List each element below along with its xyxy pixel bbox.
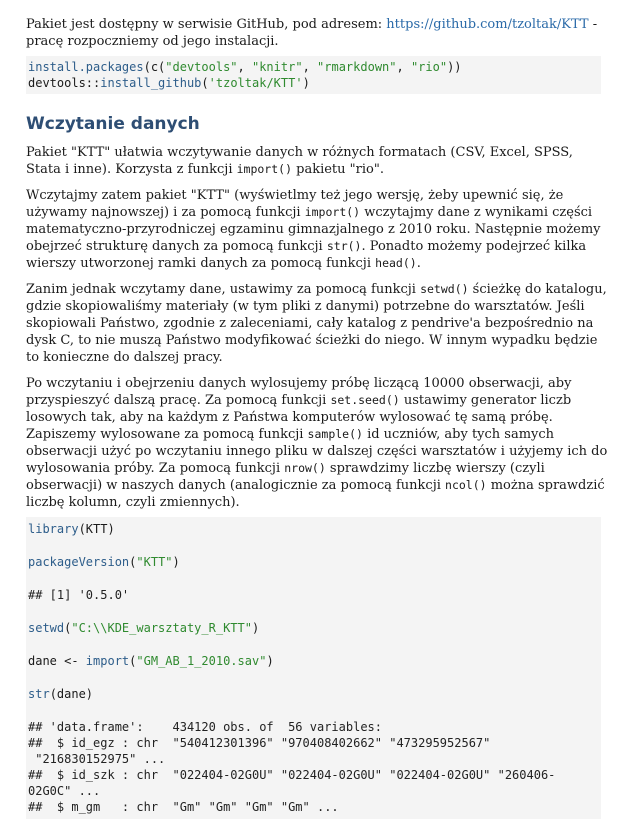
intro-text-end: - pracę rozpoczniemy od jego instalacji. bbox=[26, 17, 598, 49]
para-text: Wczytajmy zatem pakiet "KTT" (wyświetlmy też jego wersję, żeby upewnić się, że używamy najnowszej) i za pomocą funkcji bbox=[26, 188, 564, 220]
para-text: . bbox=[416, 256, 421, 271]
code-string: "C:\\KDE_warsztaty_R_KTT" bbox=[71, 621, 252, 635]
code-text: ) bbox=[172, 555, 180, 569]
para-text: sprawdzimy liczbę wierszy (czyli obserwacji) w naszych danych (analogicznie za pomocą funkcji bbox=[26, 461, 545, 493]
para-text: pakietu "rio". bbox=[292, 162, 384, 177]
inline-code: nrow() bbox=[284, 461, 326, 475]
inline-code: sample() bbox=[307, 427, 363, 441]
code-text: ( bbox=[201, 76, 209, 90]
install-code-block bbox=[26, 56, 601, 94]
output-line-4: ## $ id_szk : chr "022404-02G0U" "022404-02G0U" "022404-02G0U" "260406- bbox=[28, 768, 556, 782]
inline-code: str() bbox=[326, 239, 362, 253]
install-line-2 bbox=[28, 75, 601, 91]
github-link[interactable]: https://github.com/tzoltak/KTT bbox=[386, 17, 589, 32]
inline-code: set.seed() bbox=[330, 393, 400, 407]
code-string: "knitr" bbox=[251, 60, 303, 74]
intro-text: Pakiet jest dostępny w serwisie GitHub, pod adresem: bbox=[26, 17, 387, 32]
code-function: import bbox=[85, 654, 130, 668]
code-function: packageVersion bbox=[28, 555, 130, 569]
output-line-5: 02G0C" ... bbox=[28, 784, 101, 798]
output-line-1: ## 'data.frame': 434120 obs. of 56 variables: bbox=[28, 720, 383, 734]
code-text: devtools:: bbox=[28, 76, 101, 90]
code-function: install_github bbox=[100, 76, 202, 90]
para-text: Zanim jednak wczytamy dane, ustawimy za pomocą funkcji bbox=[26, 282, 421, 297]
code-text: ) bbox=[251, 621, 260, 635]
inline-code: head() bbox=[375, 256, 417, 270]
code-text: ) bbox=[302, 76, 310, 90]
code-function: library bbox=[28, 522, 79, 536]
code-text: )) bbox=[447, 60, 462, 74]
inline-code: import() bbox=[304, 205, 361, 219]
code-function: install.packages bbox=[28, 60, 144, 74]
code-output-block bbox=[26, 517, 601, 819]
paragraph-rio bbox=[26, 144, 611, 178]
code-function: str bbox=[28, 687, 50, 701]
code-text: (dane) bbox=[49, 687, 94, 701]
code-text: ( bbox=[129, 654, 137, 668]
para-text: wczytajmy dane z wynikami części matematyczno-przyrodniczej egzaminu gimnazjalnego z 2010 roku. Następnie możemy obejrzeć strukturę danych za pomocą funkcji bbox=[26, 205, 601, 254]
code-string: "GM_AB_1_2010.sav" bbox=[136, 654, 267, 668]
code-string: "rio" bbox=[410, 60, 448, 74]
install-line-1: install.packages(c("devtools", "knitr", "rmarkdown", "rio")) bbox=[28, 60, 462, 74]
para-text: ustawimy generator liczb losowych tak, aby na każdym z Państwa komputerów wylosować tę samą próbę. Zapiszemy wylosowane za pomocą funkcji bbox=[26, 393, 572, 442]
code-text: ( bbox=[129, 555, 137, 569]
paragraph-sample bbox=[26, 375, 611, 511]
para-text: . Ponadto możemy podejrzeć kilka wierszy utworzonej ramki danych za pomocą funkcji bbox=[26, 239, 587, 271]
paragraph-load bbox=[26, 187, 611, 272]
intro-paragraph bbox=[26, 16, 611, 50]
code-string: "KTT" bbox=[136, 555, 173, 569]
para-text: można sprawdzić liczbę kolumn, czyli zmiennych). bbox=[26, 478, 605, 510]
para-text: id uczniów, aby tych samych obserwacji użyć po wczytaniu innego pliku w dalszej części warsztatów i użyjemy ich do wylosowania próby. Za pomocą funkcji bbox=[26, 427, 608, 476]
code-string: 'tzoltak/KTT' bbox=[208, 76, 303, 90]
code-string: "devtools" bbox=[165, 60, 238, 74]
para-text: Pakiet "KTT" ułatwia wczytywanie danych w różnych formatach (CSV, Excel, SPSS, Stata i inne). Korzysta z funkcji bbox=[26, 145, 573, 177]
inline-code: ncol() bbox=[445, 478, 487, 492]
output-version: ## [1] '0.5.0' bbox=[28, 588, 130, 602]
output-line-2: ## $ id_egz : chr "540412301396" "970408402662" "473295952567" bbox=[28, 736, 491, 750]
code-setwd bbox=[28, 620, 601, 636]
code-str bbox=[28, 686, 601, 702]
code-import bbox=[28, 653, 601, 669]
code-string: "rmarkdown" bbox=[317, 60, 397, 74]
para-text: Po wczytaniu i obejrzeniu danych wylosujemy próbę liczącą 10000 obserwacji, aby przyspieszyć dalszą pracę. Za pomocą funkcji bbox=[26, 376, 572, 408]
para-text: ścieżkę do katalogu, gdzie skopiowaliśmy materiały (w tym pliki z danymi) potrzebne do warsztatów. Jeśli skopiowali Państwo, zgodnie z zaleceniami, cały katalog z pendrive'a bezpośrednio na dysk C, to nie muszą Państwo modyfikować ścieżki do niego. W innym wypadku będzie to konieczne do dalszej pracy. bbox=[26, 282, 607, 365]
code-library bbox=[28, 521, 601, 537]
code-text: ) bbox=[266, 654, 274, 668]
output-line-6: ## $ m_gm : chr "Gm" "Gm" "Gm" "Gm" ... bbox=[28, 800, 339, 814]
code-package-version bbox=[28, 554, 601, 570]
code-text: dane <- bbox=[28, 654, 86, 668]
section-heading: Wczytanie danych bbox=[26, 114, 200, 134]
inline-code: setwd() bbox=[420, 282, 469, 296]
code-text: (c( bbox=[143, 60, 166, 74]
code-text: ( bbox=[64, 621, 72, 635]
output-line-3: "216830152975" ... bbox=[28, 752, 166, 766]
code-function: setwd bbox=[28, 621, 65, 635]
code-text: (KTT) bbox=[78, 522, 115, 536]
inline-code: import() bbox=[236, 162, 292, 176]
paragraph-setwd bbox=[26, 281, 611, 366]
